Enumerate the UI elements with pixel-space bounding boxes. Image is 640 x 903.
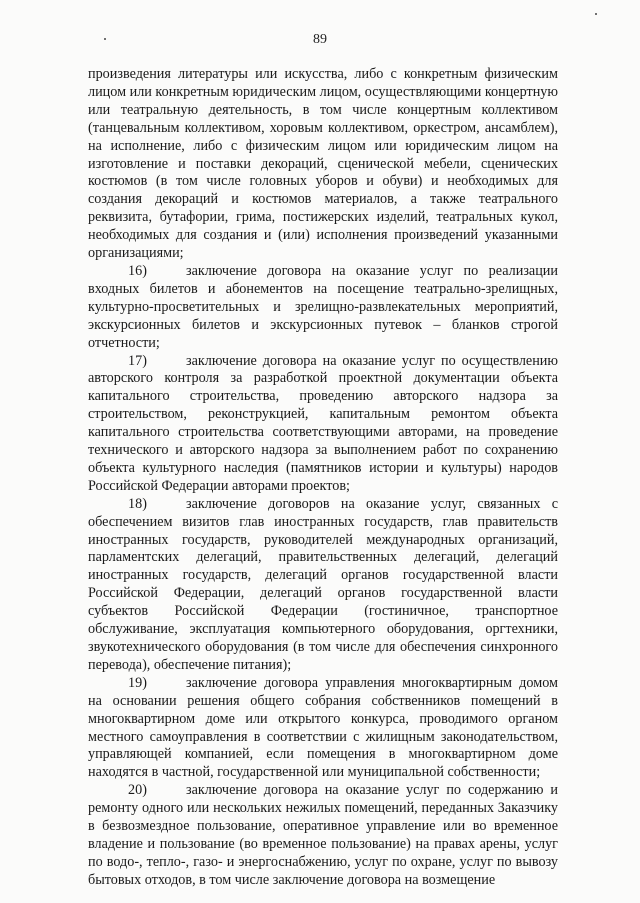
- paragraph-text: произведения литературы или искусства, либо с конкретным физическим лицом или конкретным юридическим лицом, осуществляющими концертную или театральную деятельность, в том числе концертным коллективом (танцевальным коллективом, хоровым коллективом, оркестром, ансамблем), на исполнение, либо с физическим лицом или юридическим лицом на изготовление и поставки декораций, сценической мебели, сценических костюмов (в том числе головных уборов и обуви) и необходимых для создания декораций и костюмов материалов, а также театрального реквизита, бутафории, грима, постижерских изделий, театральных кукол, необходимых для создания и (или) исполнения произведений указанными организациями;: [88, 66, 558, 262]
- item-text: заключение договора на оказание услуг по осуществлению авторского контроля за разработкой проектной документации объекта капитального строительства, проведению авторского надзора за строительством, реконструкцией, капитальным ремонтом объекта капитального строительства соответствующими авторами, на проведение технического и авторского надзора за выполнением работ по сохранению объекта культурного наследия (памятников истории и культуры) народов Российской Федерации авторами проектов;: [88, 352, 558, 494]
- item-text: заключение договора на оказание услуг по содержанию и ремонту одного или нескольких нежилых помещений, переданных Заказчику в безвозмездное пользование, оперативное управление или во временное владение и пользование (во временное пользование) на правах арены, услуг по водо-, тепло-, газо- и энергоснабжению, услуг по охране, услуг по вывозу бытовых отходов, в том числе заключение договора на возмещение: [88, 782, 558, 888]
- item-text: заключение договора управления многоквартирным домом на основании решения общего собрания собственников помещений в многоквартирном доме или открытого конкурса, проводимого органом местного самоуправления в соответствии с жилищным законодательством, управляющей компанией, если помещения в многоквартирном доме находятся в частной, государственной или муниципальной собственности;: [88, 674, 558, 781]
- list-item-19: [88, 675, 558, 782]
- document-body: [88, 66, 558, 890]
- item-number: 16): [128, 262, 147, 279]
- paragraph-continuation: [88, 66, 558, 263]
- list-item-20: [88, 782, 558, 889]
- item-number: 20): [128, 782, 147, 799]
- page-number: 89: [313, 32, 327, 47]
- item-number: 18): [128, 495, 147, 512]
- list-item-18: [88, 496, 558, 675]
- scan-speck: [595, 13, 597, 15]
- item-number: 19): [128, 674, 147, 691]
- list-item-16: [88, 263, 558, 353]
- list-item-17: [88, 353, 558, 496]
- item-text: заключение договора на оказание услуг по реализации входных билетов и абонементов на посещение театрально-зрелищных, культурно-просветительных и зрелищно-развлекательных мероприятий, экскурсионных билетов и экскурсионных путевок – бланков строгой отчетности;: [88, 262, 558, 351]
- item-number: 17): [128, 352, 147, 369]
- item-text: заключение договоров на оказание услуг, связанных с обеспечением визитов глав иностранных государств, глав правительств иностранных государств, руководителей международных организаций, парламентских делегаций, правительственных делегаций, делегаций иностранных государств, делегаций органов государственной власти Российской Федерации, делегаций органов государственной власти субъектов Российской Федерации (гостиничное, транспортное обслуживание, эксплуатация компьютерного оборудования, оргтехники, звукотехнического оборудования (в том числе для обеспечения синхронного перевода), обеспечение питания);: [88, 495, 558, 673]
